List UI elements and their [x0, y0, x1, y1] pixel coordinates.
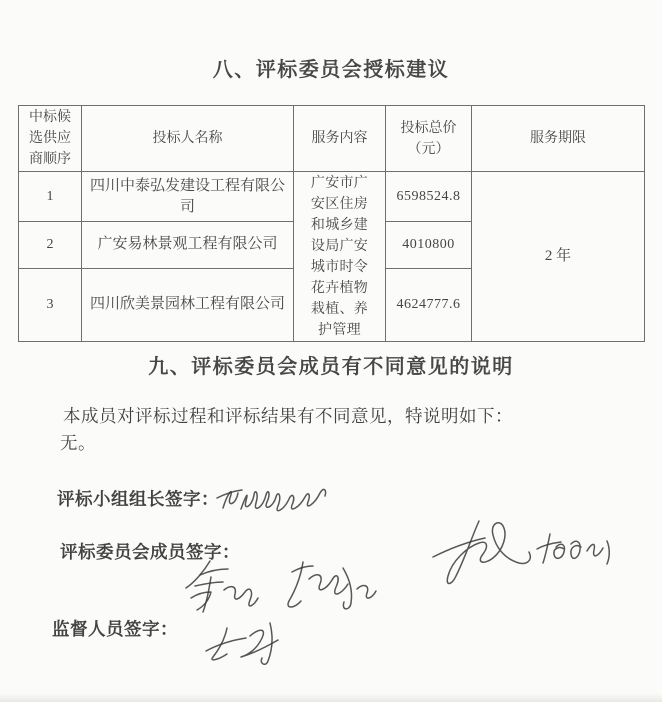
- candidate-order-cell: 3: [19, 268, 82, 341]
- total-price-cell: 4010800: [386, 222, 472, 269]
- supervisor-signature: [198, 616, 300, 666]
- service-content-cell: 广安市广安区住房和城乡建设局广安城市时令花卉植物栽植、养护管理: [294, 172, 386, 342]
- committee-members-signature-label: 评标委员会成员签字：: [60, 542, 240, 562]
- total-price-cell: 6598524.8: [386, 172, 472, 222]
- candidate-order-cell: 2: [19, 222, 82, 269]
- committee-member-signature: [425, 513, 623, 591]
- team-leader-signature-label: 评标小组组长签字：: [57, 489, 219, 509]
- committee-member-signature: [278, 558, 380, 615]
- team-leader-signature: [213, 480, 331, 520]
- award-recommendation-table: [18, 105, 645, 342]
- page-bottom-scan-edge: [0, 693, 662, 702]
- table-header-row: [19, 106, 645, 172]
- col-header-total-price: 投标总价（元）: [386, 106, 472, 172]
- service-period-cell: 2 年: [472, 172, 645, 342]
- committee-member-signature: [178, 555, 262, 615]
- bidder-name-cell: 四川中泰弘发建设工程有限公司: [82, 172, 294, 222]
- section-8-title: 八、评标委员会授标建议: [212, 59, 450, 81]
- supervisor-signature-label: 监督人员签字：: [52, 619, 178, 639]
- dissent-statement-line1: 本成员对评标过程和评标结果有不同意见，特说明如下：: [63, 406, 513, 426]
- col-header-bidder-name: 投标人名称: [82, 106, 294, 172]
- bidder-name-cell: 广安易林景观工程有限公司: [82, 222, 294, 269]
- total-price-cell: 4624777.6: [386, 268, 472, 341]
- col-header-candidate-order: 中标候选供应商顺序: [19, 106, 82, 172]
- col-header-service-period: 服务期限: [472, 106, 645, 172]
- bidder-name-cell: 四川欣美景园林工程有限公司: [82, 268, 294, 341]
- section-9-title: 九、评标委员会成员有不同意见的说明: [148, 356, 514, 378]
- col-header-service-content: 服务内容: [294, 106, 386, 172]
- table-row: [19, 172, 645, 222]
- candidate-order-cell: 1: [19, 172, 82, 222]
- dissent-statement-line2: 无。: [60, 433, 96, 453]
